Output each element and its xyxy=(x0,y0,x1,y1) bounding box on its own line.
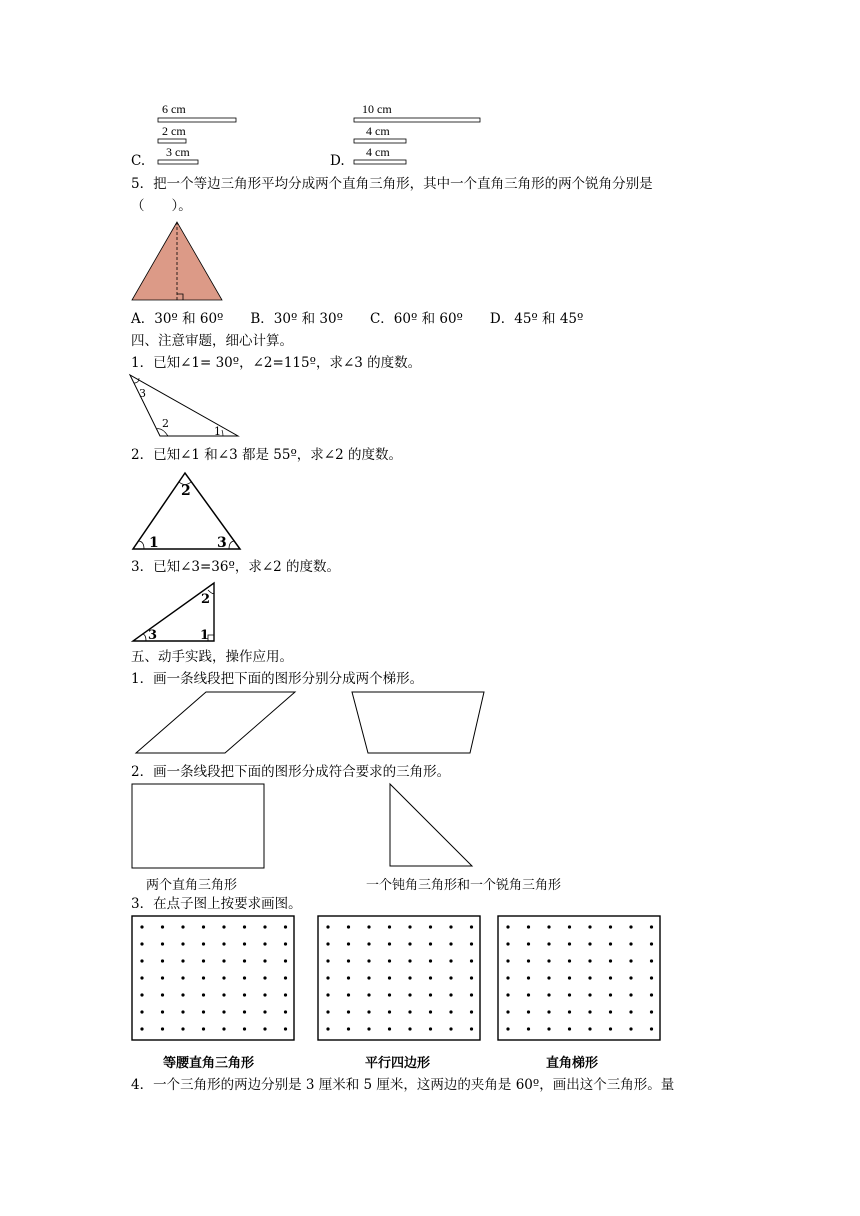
grid-dot xyxy=(181,1010,184,1013)
grid-dot xyxy=(408,942,411,945)
s4-q3-text: 3．已知∠3=36º，求∠2 的度数。 xyxy=(131,559,341,575)
grid-dot xyxy=(547,993,550,996)
grid-dot xyxy=(408,959,411,962)
grid-dot xyxy=(181,976,184,979)
segment-c2-label: 2 cm xyxy=(162,124,186,138)
grid-dot xyxy=(161,959,164,962)
grid-dot xyxy=(367,925,370,928)
grid-dot xyxy=(388,1027,391,1030)
grid-dot xyxy=(181,959,184,962)
grid-dot xyxy=(588,993,591,996)
angle2-label: 2 xyxy=(162,417,169,430)
grid-dot xyxy=(547,1027,550,1030)
grid-dot xyxy=(263,959,266,962)
angle3-label: 3 xyxy=(217,535,227,551)
grid-dot xyxy=(506,1027,509,1030)
grid-dot xyxy=(202,976,205,979)
grid-dot xyxy=(429,993,432,996)
grid-dot xyxy=(222,1010,225,1013)
grid-dot xyxy=(161,1027,164,1030)
grid-dot xyxy=(161,993,164,996)
q5-text-line2: （ ）。 xyxy=(131,198,192,214)
grid-dot xyxy=(202,1027,205,1030)
grid-dot xyxy=(568,1010,571,1013)
grid-dot xyxy=(650,1027,653,1030)
grid-dot xyxy=(347,993,350,996)
grid-dot xyxy=(347,942,350,945)
grid-dot xyxy=(202,993,205,996)
segment-c1-label: 6 cm xyxy=(162,102,186,116)
grid-dot xyxy=(609,942,612,945)
grid-dot xyxy=(243,942,246,945)
s5-q4-text: 4．一个三角形的两边分别是 3 厘米和 5 厘米，这两边的夹角是 60º，画出这个三角形。量 xyxy=(131,1077,675,1093)
grid-dot xyxy=(527,976,530,979)
grid-dot xyxy=(181,1027,184,1030)
grid-dot xyxy=(650,942,653,945)
grid-dot xyxy=(449,993,452,996)
grid-dot xyxy=(408,1027,411,1030)
grid-dot xyxy=(650,959,653,962)
grid-dot xyxy=(263,1010,266,1013)
s5-q3-text: 3．在点子图上按要求画图。 xyxy=(131,896,302,912)
grid-dot xyxy=(470,1010,473,1013)
grid-dot xyxy=(284,959,287,962)
grid-dot xyxy=(629,976,632,979)
grid-dot xyxy=(222,993,225,996)
grid-dot xyxy=(609,976,612,979)
angle1-label: 1 xyxy=(214,425,221,438)
grid-dot xyxy=(506,925,509,928)
grid-dot xyxy=(140,959,143,962)
grid-dot xyxy=(470,1027,473,1030)
segment-d2 xyxy=(354,139,406,143)
segment-d3-label: 4 cm xyxy=(366,145,390,159)
grid-dot xyxy=(222,959,225,962)
grid-dot xyxy=(347,925,350,928)
option-d-label: D. xyxy=(330,153,345,169)
section4-title: 四、注意审题，细心计算。 xyxy=(131,333,293,349)
grid-dot xyxy=(588,1010,591,1013)
dot-grid-border xyxy=(318,916,480,1040)
grid-dot xyxy=(609,959,612,962)
angle3-arc xyxy=(229,541,235,549)
grid-dot xyxy=(388,976,391,979)
s5-q2-shapes xyxy=(130,782,480,872)
grid-dot xyxy=(650,976,653,979)
dot-grid-border xyxy=(498,916,660,1040)
trapezoid xyxy=(352,692,484,753)
grid-dot xyxy=(347,959,350,962)
grid-dot xyxy=(243,1010,246,1013)
segments-option-c xyxy=(150,100,250,170)
angle2-label: 2 xyxy=(201,592,211,607)
s4-q1-triangle-figure xyxy=(128,373,243,441)
grid-dot xyxy=(181,942,184,945)
grid-dot xyxy=(202,942,205,945)
grid-dot xyxy=(388,925,391,928)
angle1-label: 1 xyxy=(149,535,159,551)
grid-dot xyxy=(367,1027,370,1030)
grid-dot xyxy=(527,925,530,928)
segment-c3 xyxy=(158,160,198,164)
s4-q3-triangle-figure xyxy=(130,580,220,644)
grid-dot xyxy=(140,1027,143,1030)
grid-dot xyxy=(588,942,591,945)
grid-dot xyxy=(449,942,452,945)
s4-q2-text: 2．已知∠1 和∠3 都是 55º，求∠2 的度数。 xyxy=(131,447,402,463)
grid-dot xyxy=(429,925,432,928)
segment-c1 xyxy=(158,118,236,122)
grid-dot xyxy=(629,942,632,945)
grid-dot xyxy=(588,976,591,979)
grid-dot xyxy=(449,959,452,962)
s5-q2-caption-2: 一个钝角三角形和一个锐角三角形 xyxy=(366,878,562,893)
grid-dot xyxy=(263,942,266,945)
grid-dot xyxy=(650,1010,653,1013)
grid-dot xyxy=(326,942,329,945)
s4-q1-text: 1．已知∠1= 30º，∠2=115º，求∠3 的度数。 xyxy=(131,355,422,371)
grid-dot xyxy=(429,1010,432,1013)
grid-dot xyxy=(161,1010,164,1013)
grid-dot xyxy=(140,976,143,979)
grid-dot xyxy=(181,993,184,996)
grid-dot xyxy=(629,1010,632,1013)
grid-dot xyxy=(388,993,391,996)
grid-dot xyxy=(629,1027,632,1030)
segments-option-d xyxy=(350,100,490,170)
grid-dot xyxy=(222,925,225,928)
q5-options: A．30º 和 60º B．30º 和 30º C．60º 和 60º D．45º 和 45º xyxy=(131,311,584,327)
grid-dot xyxy=(609,1010,612,1013)
grid-dot xyxy=(408,925,411,928)
grid-dot xyxy=(506,1010,509,1013)
grid-dot xyxy=(470,942,473,945)
grid-dot xyxy=(609,925,612,928)
q5-text-line1: 5．把一个等边三角形平均分成两个直角三角形，其中一个直角三角形的两个锐角分别是 xyxy=(131,176,653,192)
grid-dot xyxy=(202,1010,205,1013)
grid-dot xyxy=(470,959,473,962)
grid-dot xyxy=(222,942,225,945)
grid-dot xyxy=(449,1027,452,1030)
s5-q2-text: 2．画一条线段把下面的图形分成符合要求的三角形。 xyxy=(131,764,451,780)
grid-dot xyxy=(527,942,530,945)
grid-dot xyxy=(609,1027,612,1030)
grid-dot xyxy=(326,976,329,979)
grid-dot xyxy=(449,1010,452,1013)
grid-dot xyxy=(470,976,473,979)
grid-dot xyxy=(429,1027,432,1030)
grid-dot xyxy=(326,925,329,928)
grid-dot xyxy=(470,993,473,996)
grid-dot xyxy=(140,1010,143,1013)
grid-dot xyxy=(202,925,205,928)
grid-dot xyxy=(506,993,509,996)
grid-dot xyxy=(429,959,432,962)
segment-c2 xyxy=(158,139,186,143)
dot-grid-2-caption: 平行四边形 xyxy=(365,1056,431,1071)
grid-dot xyxy=(181,925,184,928)
grid-dot xyxy=(568,925,571,928)
grid-dot xyxy=(629,993,632,996)
grid-dot xyxy=(547,976,550,979)
segment-d1 xyxy=(354,118,480,122)
segment-d3 xyxy=(354,160,406,164)
s4-q2-triangle-figure xyxy=(130,470,245,552)
grid-dot xyxy=(140,925,143,928)
grid-dot xyxy=(243,976,246,979)
grid-dot xyxy=(140,942,143,945)
grid-dot xyxy=(347,1010,350,1013)
grid-dot xyxy=(222,976,225,979)
grid-dot xyxy=(629,959,632,962)
grid-dot xyxy=(263,976,266,979)
angle3-label: 3 xyxy=(139,387,146,400)
grid-dot xyxy=(161,925,164,928)
dot-grid-2[interactable] xyxy=(316,914,484,1044)
angle1-arc xyxy=(138,541,144,549)
grid-dot xyxy=(367,976,370,979)
s5-q1-shapes xyxy=(130,690,490,758)
grid-dot xyxy=(161,976,164,979)
grid-dot xyxy=(629,925,632,928)
grid-dot xyxy=(449,925,452,928)
grid-dot xyxy=(650,993,653,996)
grid-dot xyxy=(161,942,164,945)
grid-dot xyxy=(388,959,391,962)
angle3-arc xyxy=(142,634,146,641)
grid-dot xyxy=(326,1010,329,1013)
grid-dot xyxy=(506,959,509,962)
angle1-arc xyxy=(222,430,223,436)
grid-dot xyxy=(650,925,653,928)
grid-dot xyxy=(568,959,571,962)
s5-q1-text: 1．画一条线段把下面的图形分别分成两个梯形。 xyxy=(131,671,424,687)
grid-dot xyxy=(243,959,246,962)
grid-dot xyxy=(222,1027,225,1030)
segment-d1-label: 10 cm xyxy=(362,102,392,116)
grid-dot xyxy=(284,993,287,996)
grid-dot xyxy=(284,942,287,945)
grid-dot xyxy=(367,942,370,945)
grid-dot xyxy=(284,1027,287,1030)
grid-dot xyxy=(140,993,143,996)
grid-dot xyxy=(284,976,287,979)
grid-dot xyxy=(367,993,370,996)
grid-dot xyxy=(326,1027,329,1030)
grid-dot xyxy=(202,959,205,962)
option-c-label: C. xyxy=(131,153,146,169)
grid-dot xyxy=(429,976,432,979)
grid-dot xyxy=(347,1027,350,1030)
grid-dot xyxy=(527,993,530,996)
right-triangle xyxy=(390,784,472,866)
grid-dot xyxy=(243,1027,246,1030)
rectangle xyxy=(132,784,264,868)
grid-dot xyxy=(547,1010,550,1013)
angle1-label: 1 xyxy=(200,628,210,643)
grid-dot xyxy=(568,942,571,945)
equilateral-triangle-figure xyxy=(130,220,225,302)
grid-dot xyxy=(388,1010,391,1013)
grid-dot xyxy=(609,993,612,996)
grid-dot xyxy=(263,1027,266,1030)
grid-dot xyxy=(388,942,391,945)
grid-dot xyxy=(588,1027,591,1030)
grid-dot xyxy=(326,959,329,962)
dot-grid-3-caption: 直角梯形 xyxy=(546,1056,599,1071)
s4-q1-triangle xyxy=(130,375,238,436)
grid-dot xyxy=(408,1010,411,1013)
dot-grid-3[interactable] xyxy=(496,914,664,1044)
grid-dot xyxy=(263,993,266,996)
grid-dot xyxy=(263,925,266,928)
section5-title: 五、动手实践，操作应用。 xyxy=(131,649,293,665)
grid-dot xyxy=(243,925,246,928)
grid-dot xyxy=(284,1010,287,1013)
grid-dot xyxy=(527,1027,530,1030)
grid-dot xyxy=(243,993,246,996)
grid-dot xyxy=(568,976,571,979)
grid-dot xyxy=(408,993,411,996)
grid-dot xyxy=(527,1010,530,1013)
segment-d2-label: 4 cm xyxy=(366,124,390,138)
dot-grid-1[interactable] xyxy=(130,914,298,1044)
grid-dot xyxy=(326,993,329,996)
dot-grid-1-caption: 等腰直角三角形 xyxy=(163,1056,255,1071)
segment-c3-label: 3 cm xyxy=(166,145,190,159)
grid-dot xyxy=(527,959,530,962)
angle2-label: 2 xyxy=(181,483,191,499)
grid-dot xyxy=(367,1010,370,1013)
parallelogram xyxy=(136,692,295,753)
grid-dot xyxy=(588,959,591,962)
grid-dot xyxy=(470,925,473,928)
grid-dot xyxy=(506,942,509,945)
dot-grid-border xyxy=(132,916,294,1040)
grid-dot xyxy=(588,925,591,928)
grid-dot xyxy=(506,976,509,979)
grid-dot xyxy=(449,976,452,979)
grid-dot xyxy=(547,959,550,962)
grid-dot xyxy=(547,942,550,945)
grid-dot xyxy=(408,976,411,979)
grid-dot xyxy=(347,976,350,979)
grid-dot xyxy=(429,942,432,945)
grid-dot xyxy=(284,925,287,928)
angle3-label: 3 xyxy=(148,628,158,643)
grid-dot xyxy=(568,993,571,996)
s5-q2-caption-1: 两个直角三角形 xyxy=(146,878,238,893)
grid-dot xyxy=(367,959,370,962)
grid-dot xyxy=(568,1027,571,1030)
grid-dot xyxy=(547,925,550,928)
